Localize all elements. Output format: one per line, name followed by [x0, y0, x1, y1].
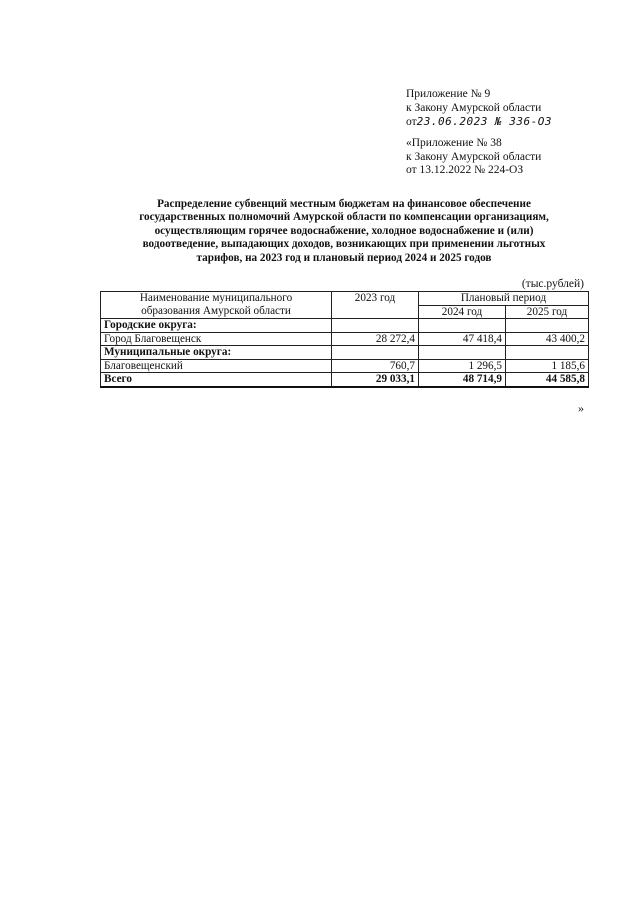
header-municipality-line1: Наименование муниципального — [139, 292, 293, 304]
row-value-2024: 47 418,4 — [419, 332, 506, 346]
section-row-municipal-districts — [101, 346, 589, 360]
row-name: Благовещенский — [101, 359, 332, 373]
total-label: Всего — [101, 373, 332, 387]
total-row — [101, 373, 589, 387]
appendix-block — [406, 88, 552, 130]
appendix-law: к Закону Амурской области — [406, 101, 542, 114]
prev-appendix-date: от 13.12.2022 № 224-ОЗ — [406, 164, 524, 176]
appendix-date-prefix: от — [406, 116, 417, 128]
total-value-2024: 48 714,9 — [419, 373, 506, 387]
units-label: (тыс.рублей) — [521, 278, 584, 290]
title-line-5: тарифов, на 2023 год и плановый период 2024 и 2025 годов — [196, 251, 492, 264]
prev-appendix-number: «Приложение № 38 — [406, 137, 502, 149]
header-2025: 2025 год — [506, 305, 589, 319]
total-value-2023: 29 033,1 — [332, 373, 419, 387]
section-label: Муниципальные округа: — [101, 346, 332, 360]
row-value-2025: 43 400,2 — [506, 332, 589, 346]
row-name: Город Благовещенск — [101, 332, 332, 346]
total-value-2025: 44 585,8 — [506, 373, 589, 387]
header-municipality — [101, 292, 332, 319]
section-label: Городские округа: — [101, 319, 332, 333]
appendix-number: Приложение № 9 — [406, 88, 491, 100]
row-value-2023: 28 272,4 — [332, 332, 419, 346]
header-planned-period: Плановый период — [419, 292, 589, 306]
previous-appendix-block — [406, 137, 541, 178]
table-row — [101, 359, 589, 373]
header-2023: 2023 год — [332, 292, 419, 319]
row-value-2025: 1 185,6 — [506, 359, 589, 373]
title-line-2: государственных полномочий Амурской области по компенсации организациям, — [139, 211, 549, 224]
table-header-row — [101, 292, 589, 306]
closing-quote: » — [578, 401, 584, 415]
row-value-2024: 1 296,5 — [419, 359, 506, 373]
title-line-1: Распределение субвенций местным бюджетам на финансовое обеспечение — [157, 198, 531, 210]
header-2024: 2024 год — [419, 305, 506, 319]
appendix-date-line — [406, 115, 552, 130]
title-line-4: водоотведение, выпадающих доходов, возникающих при применении льготных — [142, 238, 546, 251]
title-line-3: осуществляющим горячее водоснабжение, холодное водоснабжение и (или) — [154, 224, 534, 237]
document-title — [100, 198, 588, 265]
subsidy-table — [100, 291, 589, 388]
section-row-city-districts — [101, 319, 589, 333]
prev-appendix-law: к Закону Амурской области — [406, 150, 542, 163]
table-row — [101, 332, 589, 346]
header-municipality-line2: образования Амурской области — [141, 304, 291, 317]
row-value-2023: 760,7 — [332, 359, 419, 373]
handwritten-date-number: 23.06.2023 № 336-ОЗ — [416, 115, 552, 128]
